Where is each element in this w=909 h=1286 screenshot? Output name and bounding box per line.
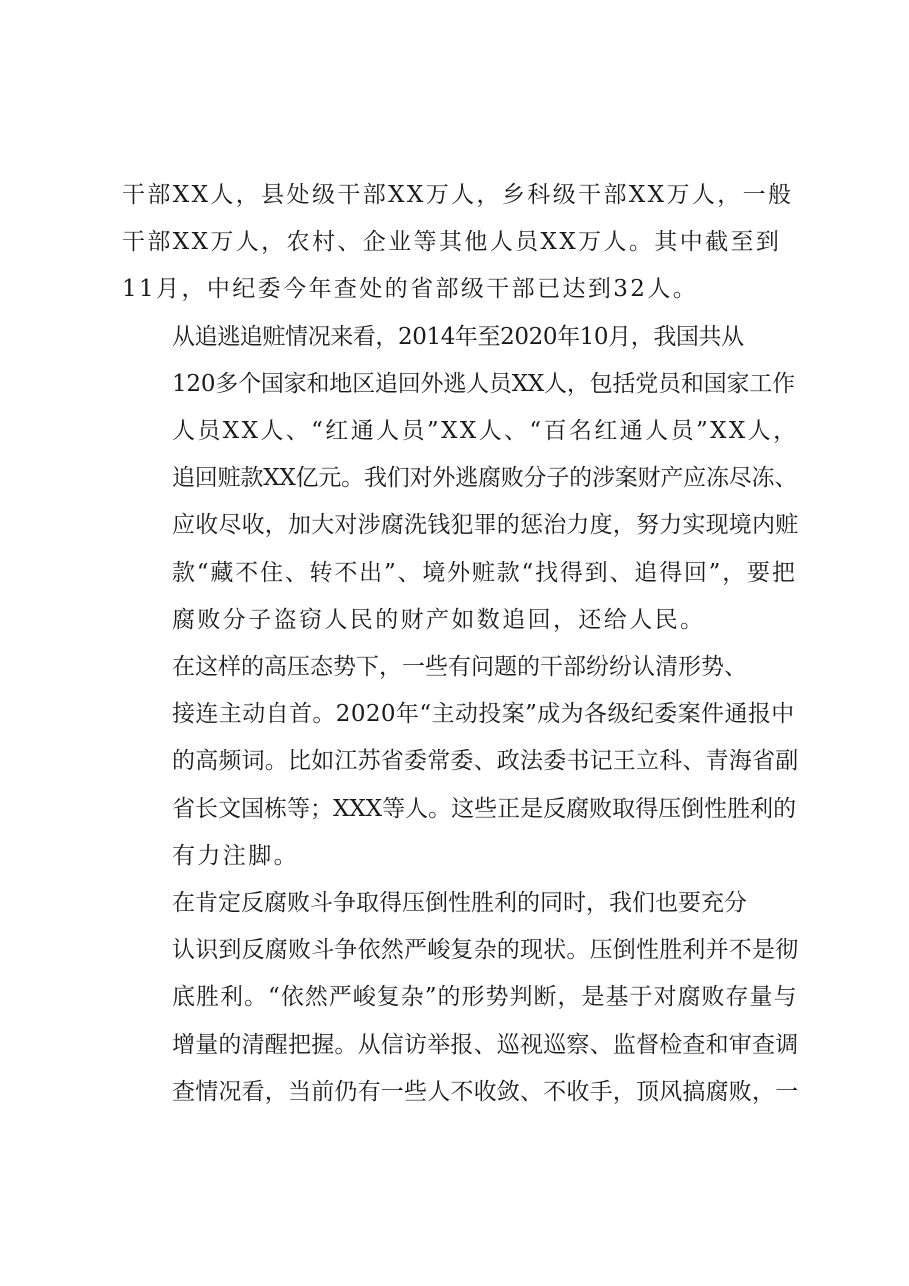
text-line: 省长文国栋等；XXX等人。这些正是反腐败取得压倒性胜利的: [172, 795, 797, 822]
text-line: 的高频词。比如江苏省委常委、政法委书记王立科、青海省副: [172, 748, 799, 775]
text-line: 干部XX万人，农村、企业等其他人员XX万人。其中截至到: [122, 229, 782, 256]
paragraph-1: [122, 172, 798, 314]
paragraph-4: [122, 880, 798, 1116]
text-line: 认识到反腐败斗争依然严峻复杂的现状。压倒性胜利并不是彻: [172, 937, 799, 964]
text-line: 从追逃追赃情况来看，2014年至2020年10月，我国共从: [172, 323, 744, 350]
text-line: 11月，中纪委今年查处的省部级干部已达到32人。: [122, 276, 699, 303]
text-line: 款“藏不住、转不出”、境外赃款“找得到、追得回”，要把: [172, 559, 797, 586]
text-line: 追回赃款XX亿元。我们对外逃腐败分子的涉案财产应冻尽冻、: [172, 465, 798, 492]
text-line: 120多个国家和地区追回外逃人员XX人，包括党员和国家工作: [172, 370, 795, 397]
text-line: 接连主动自首。2020年“主动投案”成为各级纪委案件通报中: [172, 701, 795, 728]
text-line: 应收尽收，加大对涉腐洗钱犯罪的惩治力度，努力实现境内赃: [172, 512, 799, 539]
document-body: [122, 172, 798, 1116]
text-line: 干部XX人，县处级干部XX万人，乡科级干部XX万人，一般: [122, 182, 794, 208]
text-line: 人员XX人、“红通人员”XX人、“百名红通人员”XX人，: [172, 418, 799, 445]
paragraph-3: [122, 644, 798, 880]
text-line: 腐败分子盗窃人民的财产如数追回，还给人民。: [172, 606, 706, 633]
text-line: 在这样的高压态势下，一些有问题的干部纷纷认清形势、: [172, 654, 747, 681]
text-line: 查情况看，当前仍有一些人不收敛、不收手，顶风搞腐败，一: [172, 1078, 799, 1105]
text-line: 底胜利。“依然严峻复杂”的形势判断，是基于对腐败存量与: [172, 984, 798, 1011]
text-line: 有力注脚。: [172, 842, 299, 869]
paragraph-2: [122, 314, 798, 644]
text-line: 在肯定反腐败斗争取得压倒性胜利的同时，我们也要充分: [172, 890, 747, 917]
text-line: 增量的清醒把握。从信访举报、巡视巡察、监督检查和审查调: [172, 1031, 799, 1058]
